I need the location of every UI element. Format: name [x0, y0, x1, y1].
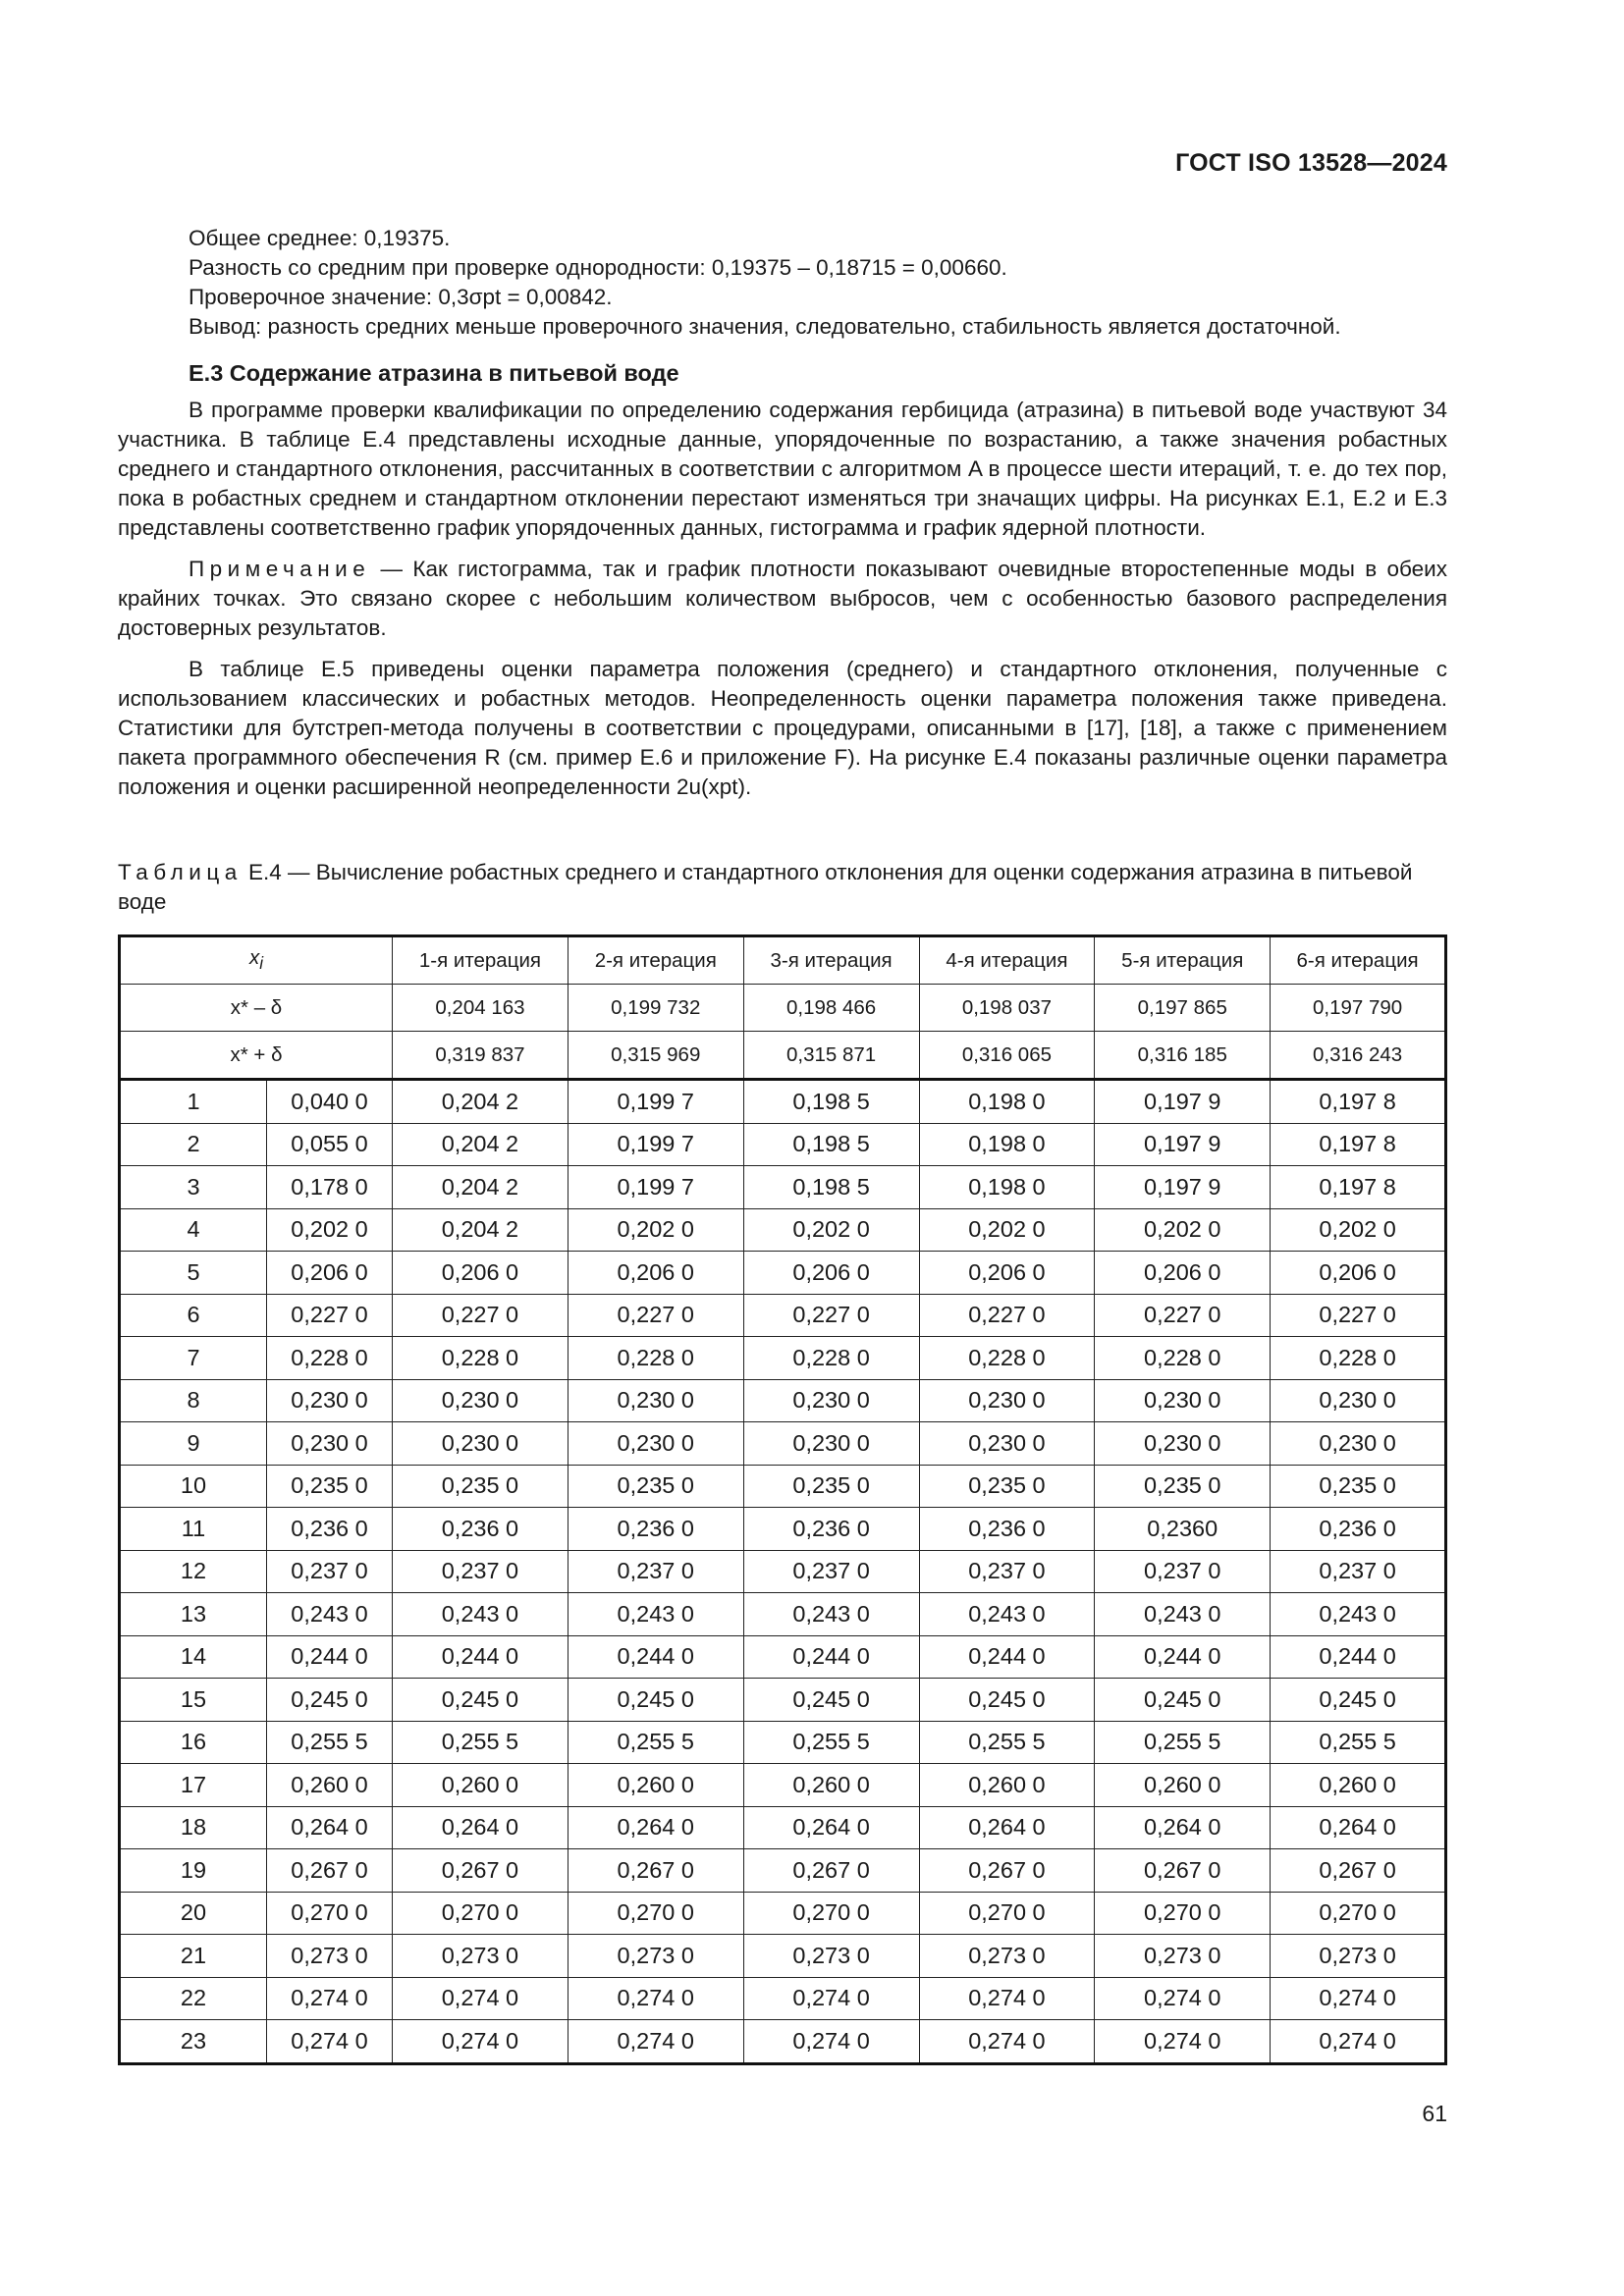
row-number-cell: 2 [120, 1123, 267, 1166]
lower-bound-value: 0,198 466 [743, 985, 919, 1032]
iteration-value-cell: 0,273 0 [1271, 1935, 1446, 1978]
iteration-value-cell: 0,270 0 [743, 1892, 919, 1935]
iteration-value-cell: 0,235 0 [393, 1465, 568, 1508]
row-number-cell: 7 [120, 1337, 267, 1380]
section-paragraph: В таблице Е.5 приведены оценки параметра положения (среднего) и стандартного отклонения, полученные с использованием классических и робастных методов. Неопределенность оценки параметра положения также приведена. Статистики для бутстреп-метода получены в соответствии с процедурами, описанными в [17], [18], а также с применением пакета программного обеспечения R (см. пример Е.6 и приложение F). На рисунке Е.4 показаны различные оценки параметра положения и оценки расширенной неопределенности 2u(xpt). [118, 657, 1447, 799]
xi-value-cell: 0,202 0 [267, 1208, 393, 1252]
iteration-value-cell: 0,264 0 [568, 1806, 743, 1849]
xi-value-cell: 0,055 0 [267, 1123, 393, 1166]
row-number-cell: 6 [120, 1294, 267, 1337]
row-number-cell: 15 [120, 1679, 267, 1722]
iteration-value-cell: 0,198 0 [919, 1123, 1095, 1166]
iteration-value-cell: 0,206 0 [393, 1252, 568, 1295]
iteration-header: 1-я итерация [393, 936, 568, 985]
table-row [120, 1508, 1446, 1551]
iteration-value-cell: 0,228 0 [919, 1337, 1095, 1380]
iteration-value-cell: 0,197 9 [1095, 1123, 1271, 1166]
iteration-value-cell: 0,228 0 [1095, 1337, 1271, 1380]
iteration-value-cell: 0,197 8 [1271, 1166, 1446, 1209]
iteration-value-cell: 0,198 0 [919, 1080, 1095, 1124]
row-number-cell: 16 [120, 1721, 267, 1764]
upper-bound-value: 0,316 065 [919, 1032, 1095, 1080]
xi-value-cell: 0,260 0 [267, 1764, 393, 1807]
iteration-value-cell: 0,230 0 [1095, 1422, 1271, 1466]
xi-value-cell: 0,264 0 [267, 1806, 393, 1849]
upper-bound-row [120, 1032, 1446, 1080]
iteration-value-cell: 0,230 0 [1271, 1379, 1446, 1422]
lower-bound-value: 0,204 163 [393, 985, 568, 1032]
iteration-value-cell: 0,228 0 [568, 1337, 743, 1380]
iteration-value-cell: 0,230 0 [919, 1422, 1095, 1466]
iteration-value-cell: 0,204 2 [393, 1208, 568, 1252]
table-row [120, 1252, 1446, 1295]
xi-value-cell: 0,227 0 [267, 1294, 393, 1337]
table-row [120, 1337, 1446, 1380]
iteration-value-cell: 0,230 0 [568, 1379, 743, 1422]
iteration-value-cell: 0,255 5 [743, 1721, 919, 1764]
iteration-value-cell: 0,197 8 [1271, 1080, 1446, 1124]
table-caption [118, 858, 1447, 917]
xi-value-cell: 0,274 0 [267, 2020, 393, 2064]
table-row [120, 2020, 1446, 2064]
xi-value-cell: 0,235 0 [267, 1465, 393, 1508]
iteration-value-cell: 0,202 0 [1095, 1208, 1271, 1252]
iteration-value-cell: 0,230 0 [1095, 1379, 1271, 1422]
lower-bound-value: 0,199 732 [568, 985, 743, 1032]
upper-bound-value: 0,316 243 [1271, 1032, 1446, 1080]
iteration-value-cell: 0,230 0 [1271, 1422, 1446, 1466]
iteration-value-cell: 0,245 0 [1271, 1679, 1446, 1722]
iteration-value-cell: 0,206 0 [1271, 1252, 1446, 1295]
section-title: Е.3 Содержание атразина в питьевой воде [189, 360, 679, 386]
table-row [120, 1465, 1446, 1508]
iteration-value-cell: 0,274 0 [393, 2020, 568, 2064]
iteration-value-cell: 0,255 5 [1271, 1721, 1446, 1764]
table-row [120, 1806, 1446, 1849]
iteration-value-cell: 0,227 0 [393, 1294, 568, 1337]
iteration-value-cell: 0,260 0 [568, 1764, 743, 1807]
iteration-value-cell: 0,264 0 [393, 1806, 568, 1849]
row-number-cell: 18 [120, 1806, 267, 1849]
iteration-value-cell: 0,255 5 [919, 1721, 1095, 1764]
iteration-value-cell: 0,260 0 [393, 1764, 568, 1807]
iteration-value-cell: 0,236 0 [393, 1508, 568, 1551]
iteration-value-cell: 0,244 0 [568, 1635, 743, 1679]
table-row [120, 1679, 1446, 1722]
row-number-cell: 13 [120, 1593, 267, 1636]
iteration-value-cell: 0,274 0 [1095, 2020, 1271, 2064]
iteration-value-cell: 0,267 0 [1271, 1849, 1446, 1893]
iteration-value-cell: 0,245 0 [919, 1679, 1095, 1722]
iteration-value-cell: 0,197 9 [1095, 1166, 1271, 1209]
upper-bound-value: 0,319 837 [393, 1032, 568, 1080]
iteration-value-cell: 0,245 0 [393, 1679, 568, 1722]
iteration-value-cell: 0,198 0 [919, 1166, 1095, 1209]
table-row [120, 1123, 1446, 1166]
table-row [120, 1422, 1446, 1466]
intro-line: Вывод: разность средних меньше проверочного значения, следовательно, стабильность является достаточной. [189, 314, 1341, 339]
iteration-value-cell: 0,274 0 [1095, 1977, 1271, 2020]
row-number-cell: 11 [120, 1508, 267, 1551]
lower-bound-row [120, 985, 1446, 1032]
iteration-value-cell: 0,237 0 [919, 1550, 1095, 1593]
iteration-value-cell: 0,260 0 [743, 1764, 919, 1807]
iteration-value-cell: 0,237 0 [1271, 1550, 1446, 1593]
xi-value-cell: 0,243 0 [267, 1593, 393, 1636]
iteration-value-cell: 0,202 0 [1271, 1208, 1446, 1252]
row-number-cell: 14 [120, 1635, 267, 1679]
iteration-value-cell: 0,255 5 [1095, 1721, 1271, 1764]
iteration-value-cell: 0,274 0 [919, 2020, 1095, 2064]
iteration-value-cell: 0,274 0 [568, 2020, 743, 2064]
iteration-value-cell: 0,270 0 [919, 1892, 1095, 1935]
xi-value-cell: 0,273 0 [267, 1935, 393, 1978]
table-row [120, 1550, 1446, 1593]
iteration-value-cell: 0,270 0 [568, 1892, 743, 1935]
xi-value-cell: 0,228 0 [267, 1337, 393, 1380]
upper-bound-value: 0,316 185 [1095, 1032, 1271, 1080]
iteration-value-cell: 0,230 0 [393, 1379, 568, 1422]
row-number-cell: 3 [120, 1166, 267, 1209]
iteration-value-cell: 0,244 0 [1271, 1635, 1446, 1679]
upper-bound-value: 0,315 969 [568, 1032, 743, 1080]
iteration-value-cell: 0,228 0 [743, 1337, 919, 1380]
iteration-value-cell: 0,236 0 [1271, 1508, 1446, 1551]
iteration-value-cell: 0,267 0 [743, 1849, 919, 1893]
iteration-value-cell: 0,244 0 [393, 1635, 568, 1679]
iteration-header: 2-я итерация [568, 936, 743, 985]
intro-line: Разность со средним при проверке однородности: 0,19375 – 0,18715 = 0,00660. [189, 255, 1007, 280]
lower-bound-value: 0,198 037 [919, 985, 1095, 1032]
iteration-value-cell: 0,270 0 [1271, 1892, 1446, 1935]
table-row [120, 1977, 1446, 2020]
iteration-value-cell: 0,202 0 [743, 1208, 919, 1252]
iteration-value-cell: 0,243 0 [1095, 1593, 1271, 1636]
intro-line: Общее среднее: 0,19375. [189, 226, 451, 250]
iteration-value-cell: 0,255 5 [393, 1721, 568, 1764]
iteration-value-cell: 0,198 5 [743, 1166, 919, 1209]
xi-value-cell: 0,230 0 [267, 1379, 393, 1422]
xi-value-cell: 0,267 0 [267, 1849, 393, 1893]
row-number-cell: 17 [120, 1764, 267, 1807]
table-row [120, 1208, 1446, 1252]
iteration-value-cell: 0,264 0 [919, 1806, 1095, 1849]
iteration-value-cell: 0,244 0 [919, 1635, 1095, 1679]
row-number-cell: 8 [120, 1379, 267, 1422]
iteration-value-cell: 0,202 0 [919, 1208, 1095, 1252]
iteration-value-cell: 0,273 0 [393, 1935, 568, 1978]
iteration-value-cell: 0,237 0 [743, 1550, 919, 1593]
page-number: 61 [1422, 2101, 1447, 2126]
iteration-value-cell: 0,260 0 [1271, 1764, 1446, 1807]
iteration-value-cell: 0,198 5 [743, 1080, 919, 1124]
row-number-cell: 10 [120, 1465, 267, 1508]
iteration-header: 3-я итерация [743, 936, 919, 985]
document-header: ГОСТ ISO 13528—2024 [1175, 149, 1447, 177]
xi-value-cell: 0,244 0 [267, 1635, 393, 1679]
lower-bound-value: 0,197 865 [1095, 985, 1271, 1032]
iteration-value-cell: 0,243 0 [1271, 1593, 1446, 1636]
iteration-value-cell: 0,235 0 [568, 1465, 743, 1508]
iteration-value-cell: 0,227 0 [568, 1294, 743, 1337]
iteration-value-cell: 0,236 0 [568, 1508, 743, 1551]
iteration-header: 5-я итерация [1095, 936, 1271, 985]
iteration-value-cell: 0,270 0 [1095, 1892, 1271, 1935]
header-row [120, 936, 1446, 985]
table-body [120, 1080, 1446, 2064]
iteration-value-cell: 0,237 0 [1095, 1550, 1271, 1593]
xi-value-cell: 0,270 0 [267, 1892, 393, 1935]
xi-value-cell: 0,237 0 [267, 1550, 393, 1593]
intro-block [118, 224, 1447, 342]
xi-value-cell: 0,040 0 [267, 1080, 393, 1124]
iteration-value-cell: 0,235 0 [743, 1465, 919, 1508]
iteration-value-cell: 0,227 0 [919, 1294, 1095, 1337]
iteration-value-cell: 0,267 0 [393, 1849, 568, 1893]
iteration-value-cell: 0,264 0 [743, 1806, 919, 1849]
row-number-cell: 4 [120, 1208, 267, 1252]
iteration-value-cell: 0,235 0 [919, 1465, 1095, 1508]
iteration-value-cell: 0,274 0 [743, 1977, 919, 2020]
row-number-cell: 12 [120, 1550, 267, 1593]
iteration-value-cell: 0,260 0 [919, 1764, 1095, 1807]
iteration-value-cell: 0,243 0 [568, 1593, 743, 1636]
iteration-value-cell: 0,243 0 [393, 1593, 568, 1636]
iteration-value-cell: 0,274 0 [743, 2020, 919, 2064]
iteration-value-cell: 0,228 0 [1271, 1337, 1446, 1380]
iteration-value-cell: 0,267 0 [568, 1849, 743, 1893]
note-label: Примечание [189, 557, 371, 581]
table-caption-label: Таблица [118, 860, 243, 884]
iteration-value-cell: 0,199 7 [568, 1166, 743, 1209]
iteration-value-cell: 0,245 0 [1095, 1679, 1271, 1722]
data-table [118, 934, 1447, 2065]
iteration-value-cell: 0,206 0 [919, 1252, 1095, 1295]
iteration-value-cell: 0,235 0 [1095, 1465, 1271, 1508]
table-row [120, 1080, 1446, 1124]
iteration-value-cell: 0,227 0 [1095, 1294, 1271, 1337]
iteration-value-cell: 0,230 0 [568, 1422, 743, 1466]
iteration-value-cell: 0,273 0 [568, 1935, 743, 1978]
xi-value-cell: 0,274 0 [267, 1977, 393, 2020]
iteration-value-cell: 0,230 0 [919, 1379, 1095, 1422]
iteration-value-cell: 0,245 0 [743, 1679, 919, 1722]
iteration-value-cell: 0,206 0 [568, 1252, 743, 1295]
xi-header: $x_i$ [120, 936, 393, 985]
note-text: — Как гистограмма, так и график плотности показывают очевидные второстепенные моды в обеих крайних точках. Это связано скорее с небольшим количеством выбросов, чем с особенностью базового распределения достоверных результатов. [118, 557, 1447, 640]
row-number-cell: 23 [120, 2020, 267, 2064]
table-row [120, 1721, 1446, 1764]
iteration-value-cell: 0,228 0 [393, 1337, 568, 1380]
iteration-value-cell: 0,204 2 [393, 1123, 568, 1166]
upper-bound-value: 0,315 871 [743, 1032, 919, 1080]
iteration-value-cell: 0,274 0 [919, 1977, 1095, 2020]
table-row [120, 1379, 1446, 1422]
section-paragraph: В программе проверки квалификации по определению содержания гербицида (атразина) в питьевой воде участвуют 34 участника. В таблице Е.4 представлены исходные данные, упорядоченные по возрастанию, а также значения робастных среднего и стандартного отклонения, рассчитанных в соответствии с алгоритмом A в процессе шести итераций, т. е. до тех пор, пока в робастных среднем и стандартном отклонении перестают изменяться три значащих цифры. На рисунках Е.1, Е.2 и Е.3 представлены соответственно график упорядоченных данных, гистограмма и график ядерной плотности. [118, 398, 1447, 540]
iteration-value-cell: 0,274 0 [393, 1977, 568, 2020]
row-number-cell: 21 [120, 1935, 267, 1978]
iteration-value-cell: 0,237 0 [568, 1550, 743, 1593]
iteration-value-cell: 0,230 0 [743, 1379, 919, 1422]
iteration-value-cell: 0,244 0 [1095, 1635, 1271, 1679]
table-row [120, 1635, 1446, 1679]
iteration-value-cell: 0,273 0 [1095, 1935, 1271, 1978]
iteration-value-cell: 0,236 0 [743, 1508, 919, 1551]
iteration-value-cell: 0,255 5 [568, 1721, 743, 1764]
lower-bound-label: x* – δ [120, 985, 393, 1032]
iteration-value-cell: 0,206 0 [743, 1252, 919, 1295]
row-number-cell: 1 [120, 1080, 267, 1124]
iteration-header: 4-я итерация [919, 936, 1095, 985]
iteration-value-cell: 0,227 0 [743, 1294, 919, 1337]
iteration-value-cell: 0,260 0 [1095, 1764, 1271, 1807]
iteration-value-cell: 0,270 0 [393, 1892, 568, 1935]
iteration-value-cell: 0,199 7 [568, 1080, 743, 1124]
iteration-value-cell: 0,199 7 [568, 1123, 743, 1166]
section-block [118, 358, 1447, 802]
iteration-value-cell: 0,204 2 [393, 1166, 568, 1209]
iteration-value-cell: 0,235 0 [1271, 1465, 1446, 1508]
iteration-value-cell: 0,237 0 [393, 1550, 568, 1593]
row-number-cell: 19 [120, 1849, 267, 1893]
iteration-value-cell: 0,245 0 [568, 1679, 743, 1722]
iteration-value-cell: 0,204 2 [393, 1080, 568, 1124]
table-caption-text: Е.4 — Вычисление робастных среднего и стандартного отклонения для оценки содержания атразина в питьевой воде [118, 860, 1413, 914]
row-number-cell: 5 [120, 1252, 267, 1295]
iteration-value-cell: 0,227 0 [1271, 1294, 1446, 1337]
iteration-value-cell: 0,267 0 [1095, 1849, 1271, 1893]
iteration-value-cell: 0,273 0 [743, 1935, 919, 1978]
xi-value-cell: 0,245 0 [267, 1679, 393, 1722]
table-row [120, 1849, 1446, 1893]
xi-value-cell: 0,178 0 [267, 1166, 393, 1209]
iteration-value-cell: 0,274 0 [1271, 2020, 1446, 2064]
note-paragraph [118, 555, 1447, 643]
iteration-value-cell: 0,274 0 [568, 1977, 743, 2020]
table-row [120, 1764, 1446, 1807]
xi-value-cell: 0,236 0 [267, 1508, 393, 1551]
row-number-cell: 22 [120, 1977, 267, 2020]
iteration-value-cell: 0,267 0 [919, 1849, 1095, 1893]
iteration-value-cell: 0,198 5 [743, 1123, 919, 1166]
table-row [120, 1593, 1446, 1636]
row-number-cell: 9 [120, 1422, 267, 1466]
iteration-value-cell: 0,197 8 [1271, 1123, 1446, 1166]
xi-value-cell: 0,255 5 [267, 1721, 393, 1764]
xi-value-cell: 0,206 0 [267, 1252, 393, 1295]
intro-line: Проверочное значение: 0,3σpt = 0,00842. [189, 285, 613, 309]
upper-bound-label: x* + δ [120, 1032, 393, 1080]
iteration-value-cell: 0,274 0 [1271, 1977, 1446, 2020]
iteration-value-cell: 0,244 0 [743, 1635, 919, 1679]
iteration-value-cell: 0,273 0 [919, 1935, 1095, 1978]
iteration-value-cell: 0,230 0 [743, 1422, 919, 1466]
xi-value-cell: 0,230 0 [267, 1422, 393, 1466]
iteration-value-cell: 0,197 9 [1095, 1080, 1271, 1124]
iteration-value-cell: 0,230 0 [393, 1422, 568, 1466]
iteration-value-cell: 0,264 0 [1095, 1806, 1271, 1849]
iteration-value-cell: 0,264 0 [1271, 1806, 1446, 1849]
iteration-header: 6-я итерация [1271, 936, 1446, 985]
iteration-value-cell: 0,2360 [1095, 1508, 1271, 1551]
row-number-cell: 20 [120, 1892, 267, 1935]
iteration-value-cell: 0,243 0 [919, 1593, 1095, 1636]
table-row [120, 1892, 1446, 1935]
iteration-value-cell: 0,236 0 [919, 1508, 1095, 1551]
table-row [120, 1294, 1446, 1337]
table-row [120, 1166, 1446, 1209]
table-row [120, 1935, 1446, 1978]
iteration-value-cell: 0,243 0 [743, 1593, 919, 1636]
iteration-value-cell: 0,206 0 [1095, 1252, 1271, 1295]
lower-bound-value: 0,197 790 [1271, 985, 1446, 1032]
iteration-value-cell: 0,202 0 [568, 1208, 743, 1252]
